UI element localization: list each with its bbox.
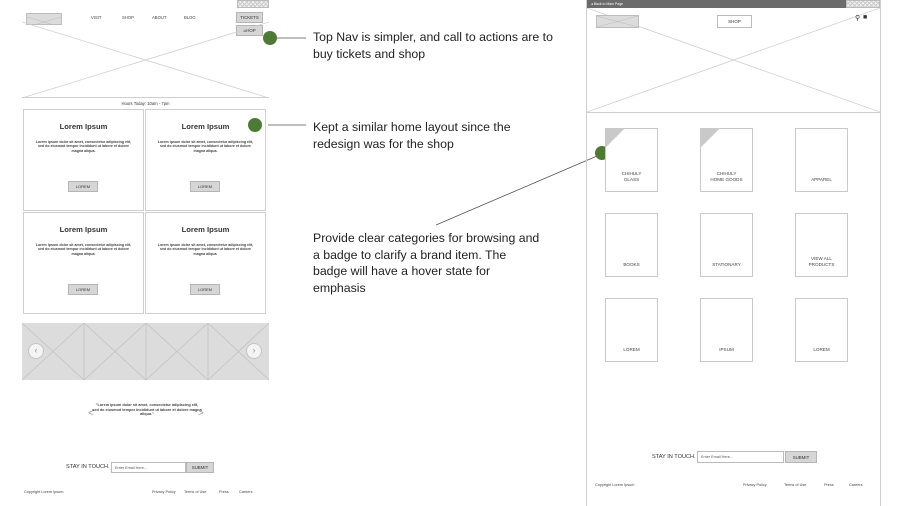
card-body: Lorem ipsum dolor sit amet, consectetur adipiscing elit, sed do eiusmod tempor incididunt ut labore et dolore magna aliqua.: [35, 140, 132, 153]
content-card: [23, 109, 144, 211]
shop-wireframe: [586, 0, 881, 506]
copyright: Copyright Lorem Ipsum: [24, 490, 64, 494]
category-label: APPAREL: [811, 176, 832, 182]
card-body: Lorem ipsum dolor sit amet, consectetur adipiscing elit, sed do eiusmod tempor incididunt ut labore et dolore magna aliqua.: [35, 243, 132, 256]
category-label: IPSUM: [719, 346, 734, 352]
decorative-pattern: [846, 0, 880, 8]
annotation-top-nav: Top Nav is simpler, and call to actions are to buy tickets and shop: [313, 30, 553, 61]
category-tile-apparel[interactable]: [795, 128, 848, 192]
carousel-prev-button[interactable]: ‹: [28, 343, 44, 359]
category-tile-books[interactable]: [605, 213, 658, 277]
nav-shop[interactable]: SHOP: [122, 15, 134, 20]
tickets-button[interactable]: TICKETS: [236, 12, 263, 23]
card-body: Lorem ipsum dolor sit amet, consectetur adipiscing elit, sed do eiusmod tempor incididunt ut labore et dolore magna aliqua.: [157, 140, 254, 153]
card-title: Lorem Ipsum: [59, 225, 108, 234]
annotation-marker: [248, 118, 262, 132]
footer-press-link[interactable]: Press: [219, 490, 229, 494]
category-label: BOOKS: [623, 261, 640, 267]
category-label: STATIONARY: [712, 261, 741, 267]
carousel-next-button[interactable]: ›: [246, 343, 262, 359]
card-button[interactable]: LOREM: [190, 284, 220, 295]
email-input[interactable]: Enter Email Here...: [697, 451, 784, 463]
footer-press-link[interactable]: Press: [824, 483, 834, 487]
card-title: Lorem Ipsum: [59, 122, 108, 131]
carousel-placeholder: [22, 323, 269, 380]
hero-image-placeholder: [22, 10, 269, 98]
content-card: [145, 212, 266, 314]
annotation-categories: Provide clear categories for browsing and a badge to clarify a brand item. The badge will have a hover state for emphasis: [313, 231, 540, 295]
category-tile-lorem-2[interactable]: [795, 298, 848, 362]
cart-icon[interactable]: ■: [863, 14, 868, 21]
footer-careers-link[interactable]: Careers: [849, 483, 863, 487]
category-tile-view-all[interactable]: [795, 213, 848, 277]
footer-privacy-link[interactable]: Privacy Policy: [743, 483, 767, 487]
category-tile-stationary[interactable]: [700, 213, 753, 277]
shop-nav-label[interactable]: SHOP: [717, 15, 752, 28]
shop-logo-placeholder[interactable]: [596, 15, 639, 28]
back-to-main-link[interactable]: ◂ Back to Main Page: [587, 0, 880, 8]
brand-badge[interactable]: [701, 129, 719, 147]
card-button[interactable]: LOREM: [68, 181, 98, 192]
stay-in-touch-label: STAY IN TOUCH.: [652, 454, 696, 460]
category-label: LOREM: [813, 346, 830, 352]
testimonial-quote: "Lorem ipsum dolor sit amet, consectetur adipiscing elit, sed do eiusmod tempor incididunt ut labore et dolore magna aliqua.": [92, 403, 202, 417]
category-label: LOREM: [623, 346, 640, 352]
submit-button[interactable]: SUBMIT: [785, 451, 817, 463]
category-tile-chihuly-home-goods[interactable]: [700, 128, 753, 192]
footer-terms-link[interactable]: Terms of Use: [784, 483, 807, 487]
submit-button[interactable]: SUBMIT: [186, 462, 214, 473]
home-wireframe: [22, 0, 269, 506]
image-carousel: [22, 323, 269, 380]
quote-next-icon[interactable]: >: [198, 408, 204, 419]
footer-privacy-link[interactable]: Privacy Policy: [152, 490, 176, 494]
nav-visit[interactable]: VISIT: [91, 15, 102, 20]
category-label: VIEW ALL PRODUCTS: [808, 256, 835, 267]
annotation-home-layout: Kept a similar home layout since the redesign was for the shop: [313, 120, 511, 151]
copyright: Copyright Lorem Ipsum: [595, 483, 635, 487]
nav-blog[interactable]: BLOG: [184, 15, 196, 20]
card-title: Lorem Ipsum: [181, 122, 230, 131]
email-input[interactable]: Enter Email Here...: [111, 462, 186, 473]
content-card: [23, 212, 144, 314]
category-tile-lorem[interactable]: [605, 298, 658, 362]
quote-prev-icon[interactable]: <: [88, 408, 94, 419]
card-title: Lorem Ipsum: [181, 225, 230, 234]
card-button[interactable]: LOREM: [190, 181, 220, 192]
decorative-pattern: [237, 0, 269, 8]
shop-button[interactable]: SHOP: [236, 25, 263, 36]
stay-in-touch-label: STAY IN TOUCH.: [66, 464, 110, 470]
footer-careers-link[interactable]: Careers: [239, 490, 253, 494]
card-body: Lorem ipsum dolor sit amet, consectetur adipiscing elit, sed do eiusmod tempor incididunt ut labore et dolore magna aliqua.: [157, 243, 254, 256]
category-label: CHIHULY HOME GOODS: [710, 171, 743, 182]
brand-badge[interactable]: [606, 129, 624, 147]
nav-about[interactable]: ABOUT: [152, 15, 167, 20]
annotation-marker: [263, 31, 277, 45]
card-button[interactable]: LOREM: [68, 284, 98, 295]
hours-today: Hours Today: 10am - 7pm: [121, 101, 170, 106]
category-tile-ipsum[interactable]: [700, 298, 753, 362]
search-icon[interactable]: ⚲: [855, 15, 861, 22]
category-tile-chihuly-glass[interactable]: [605, 128, 658, 192]
footer-terms-link[interactable]: Terms of Use: [184, 490, 207, 494]
category-label: CHIHULY GLASS: [621, 171, 642, 182]
